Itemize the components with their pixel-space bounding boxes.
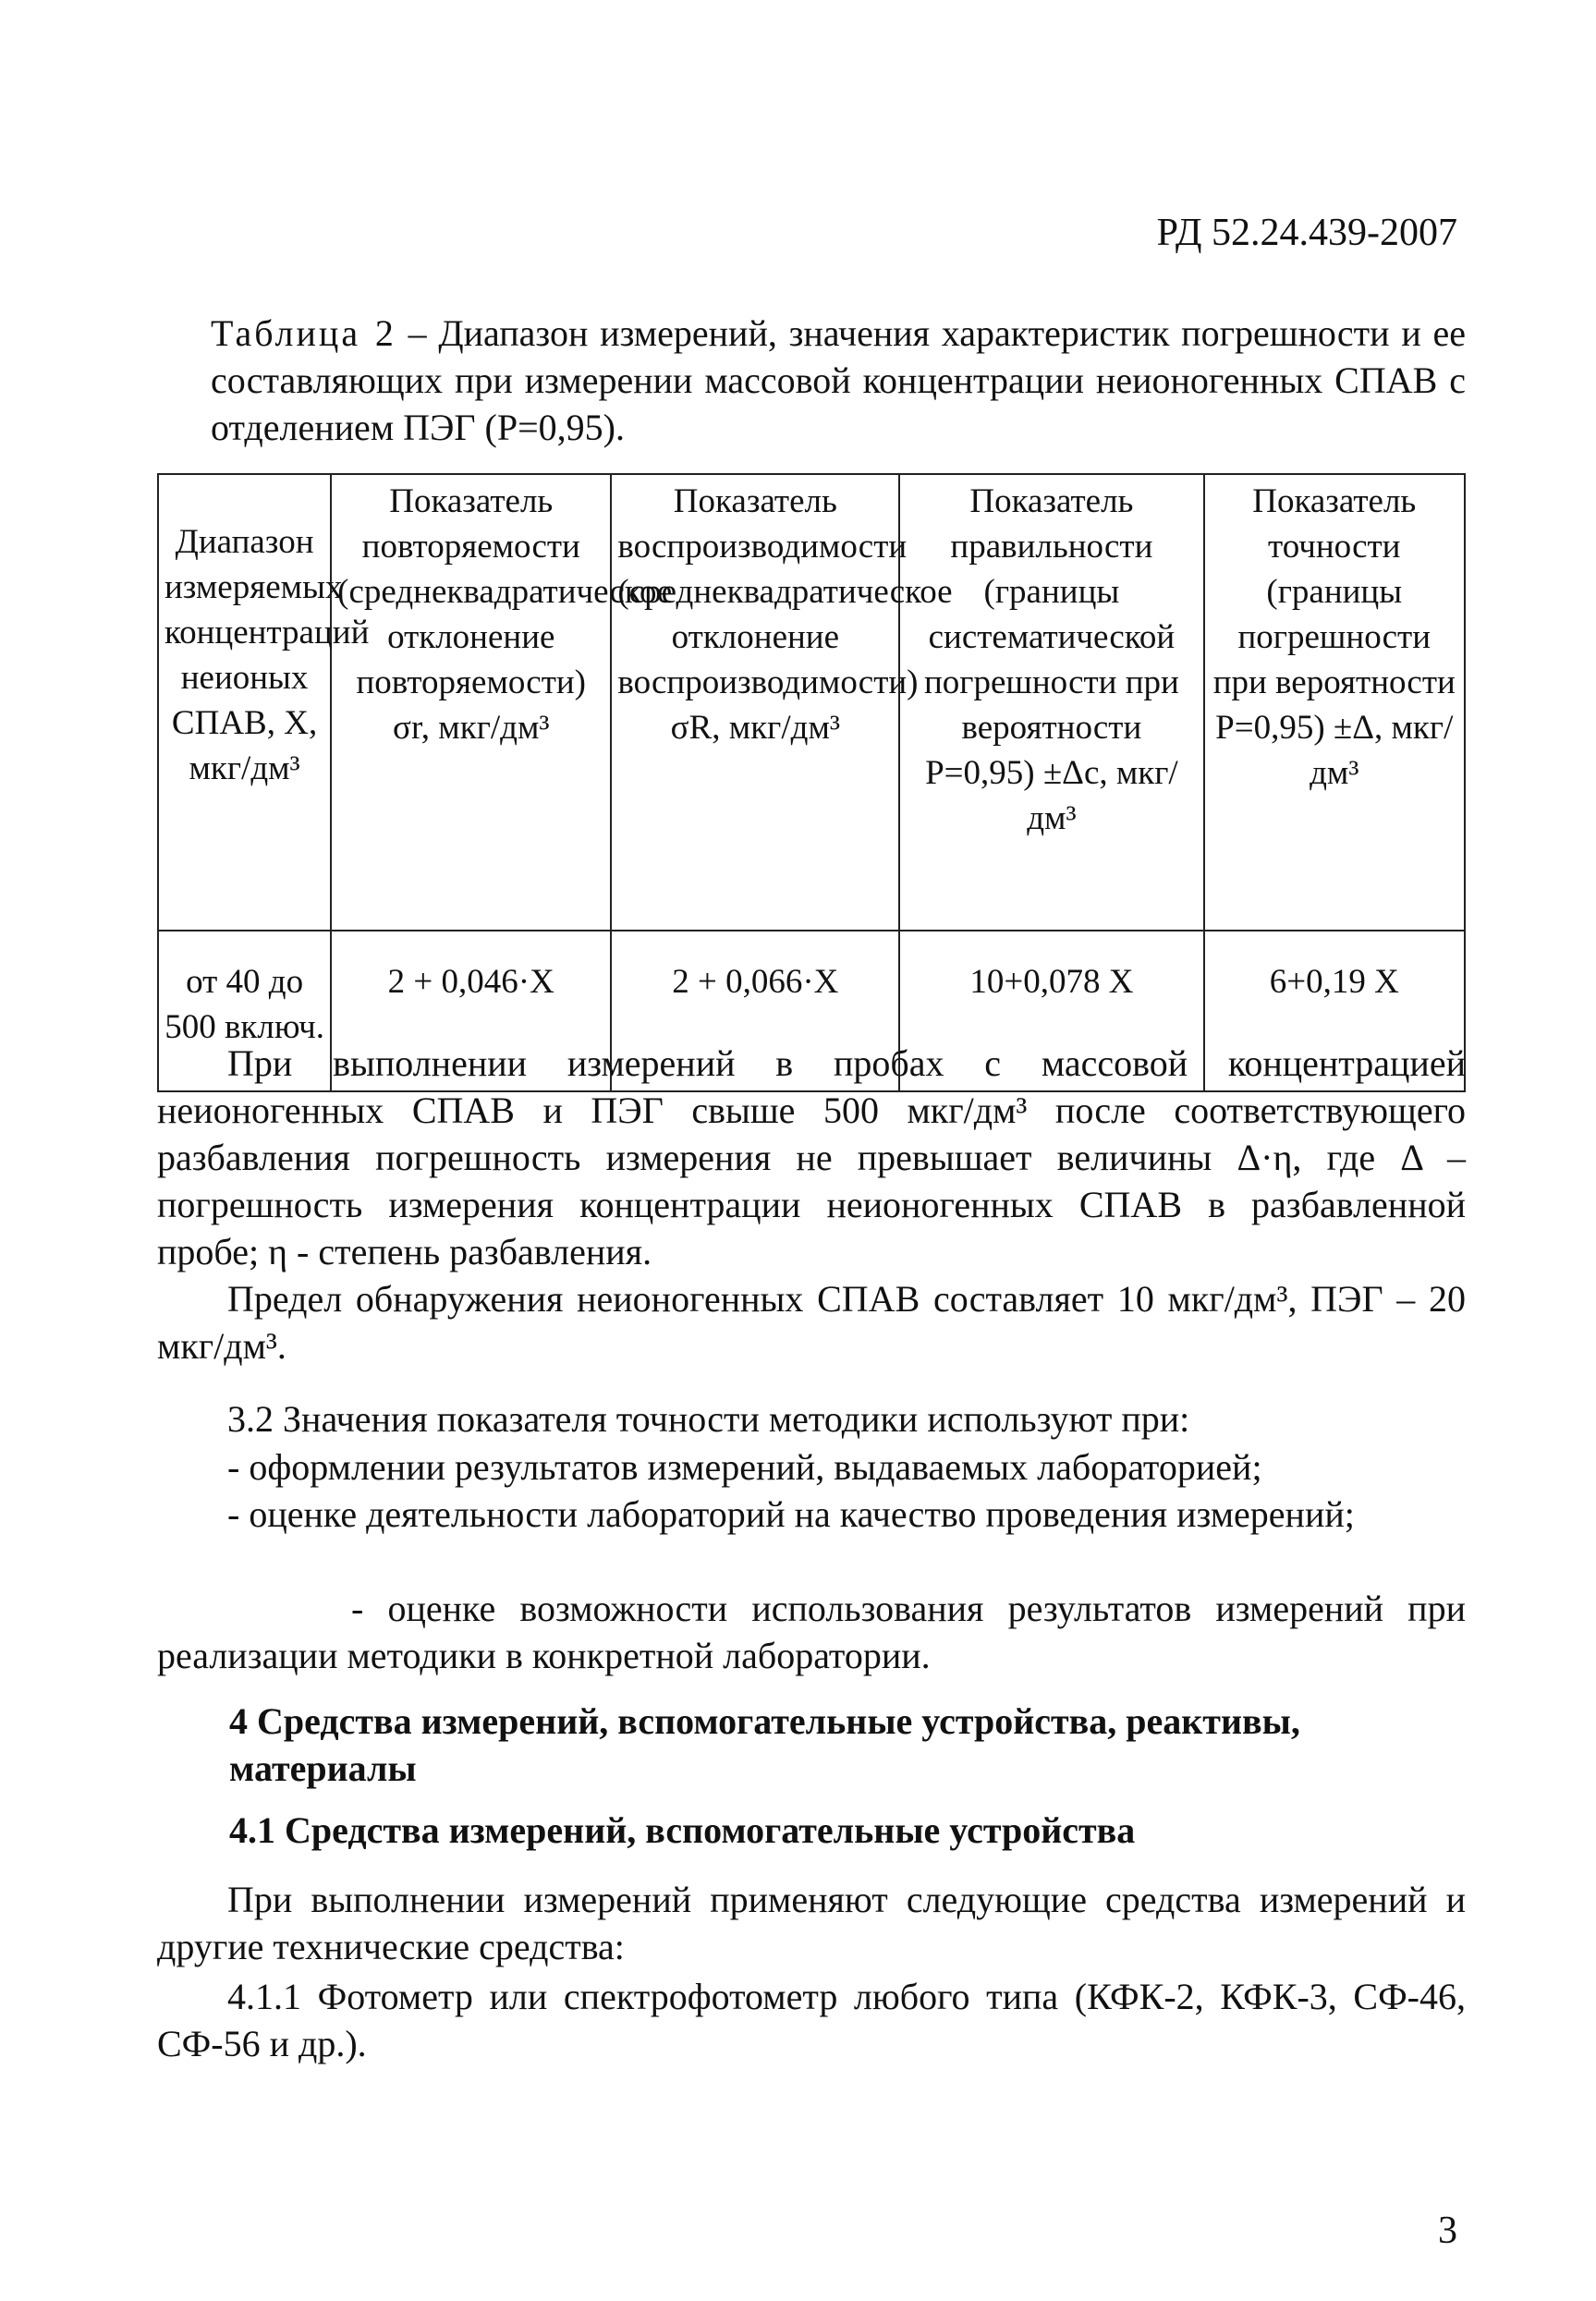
paragraph-3-2: 3.2 Значения показателя точности методики используют при:	[227, 1398, 1190, 1440]
table-caption-text: – Диапазон измерений, значения характеристик погрешности и ее составляющих при измерении массовой концентрации неионогенных СПАВ с отделением ПЭГ (Р=0,95).	[211, 312, 1466, 448]
header-repeatability: Показатель повторяемости (среднеквадратическое отклонение повторяемости) σr, мкг/дм³	[331, 474, 611, 931]
table-caption	[211, 310, 1466, 451]
document-code: РД 52.24.439-2007	[1156, 212, 1457, 254]
paragraph-dilution: При выполнении измерений в пробах с массовой концентрацией неионогенных СПАВ и ПЭГ свыше 500 мкг/дм³ после соответствующего разбавления погрешность измерения не превышает величины Δ·η, где Δ – погрешность измерения концентрации неионогенных СПАВ в разбавленной пробе; η - степень разбавления.	[157, 1042, 1466, 1272]
cell-repeatability: 2 + 0,046·X	[331, 931, 611, 1091]
header-trueness: Показатель правильности (границы систематической погрешности при вероятности Р=0,95) ±Δc, мкг/дм³	[899, 474, 1203, 931]
table-caption-lead: Таблица 2	[211, 312, 396, 354]
cell-accuracy: 6+0,19 X	[1204, 931, 1465, 1091]
page-number: 3	[1438, 2210, 1457, 2252]
list-item: - оценке возможности использования результатов измерений при реализации методики в конкретной лаборатории.	[157, 1588, 1466, 1676]
paragraph-4-1-1: 4.1.1 Фотометр или спектрофотометр любого типа (КФК-2, КФК-3, СФ-46, СФ-56 и др.).	[157, 1976, 1466, 2064]
measurement-table	[157, 473, 1466, 1092]
header-reproducibility: Показатель воспроизводимости (среднеквадратическое отклонение воспроизводимости) σR, мкг/дм³	[611, 474, 899, 931]
section-4-1-heading: 4.1 Средства измерений, вспомогательные устройства	[229, 1809, 1136, 1851]
table-header-row	[158, 474, 1465, 931]
cell-range: от 40 до 500 включ.	[158, 931, 331, 1091]
section-4-heading: 4 Средства измерений, вспомогательные устройства, реактивы, материалы	[229, 1700, 1300, 1789]
header-accuracy: Показатель точности (границы погрешности при вероятности Р=0,95) ±Δ, мкг/дм³	[1204, 474, 1465, 931]
paragraph-instruments: При выполнении измерений применяют следующие средства измерений и другие технические средства:	[157, 1879, 1466, 1967]
header-range: Диапазон измеряемых концентраций неионых СПАВ, X, мкг/дм³	[158, 474, 331, 931]
cell-reproducibility: 2 + 0,066·X	[611, 931, 899, 1091]
list-item: - оформлении результатов измерений, выдаваемых лабораторией;	[227, 1446, 1262, 1488]
cell-trueness: 10+0,078 X	[899, 931, 1203, 1091]
list-item: - оценке деятельности лабораторий на качество проведения измерений;	[227, 1493, 1355, 1535]
paragraph-detection-limit: Предел обнаружения неионогенных СПАВ составляет 10 мкг/дм³, ПЭГ – 20 мкг/дм³.	[157, 1278, 1466, 1367]
